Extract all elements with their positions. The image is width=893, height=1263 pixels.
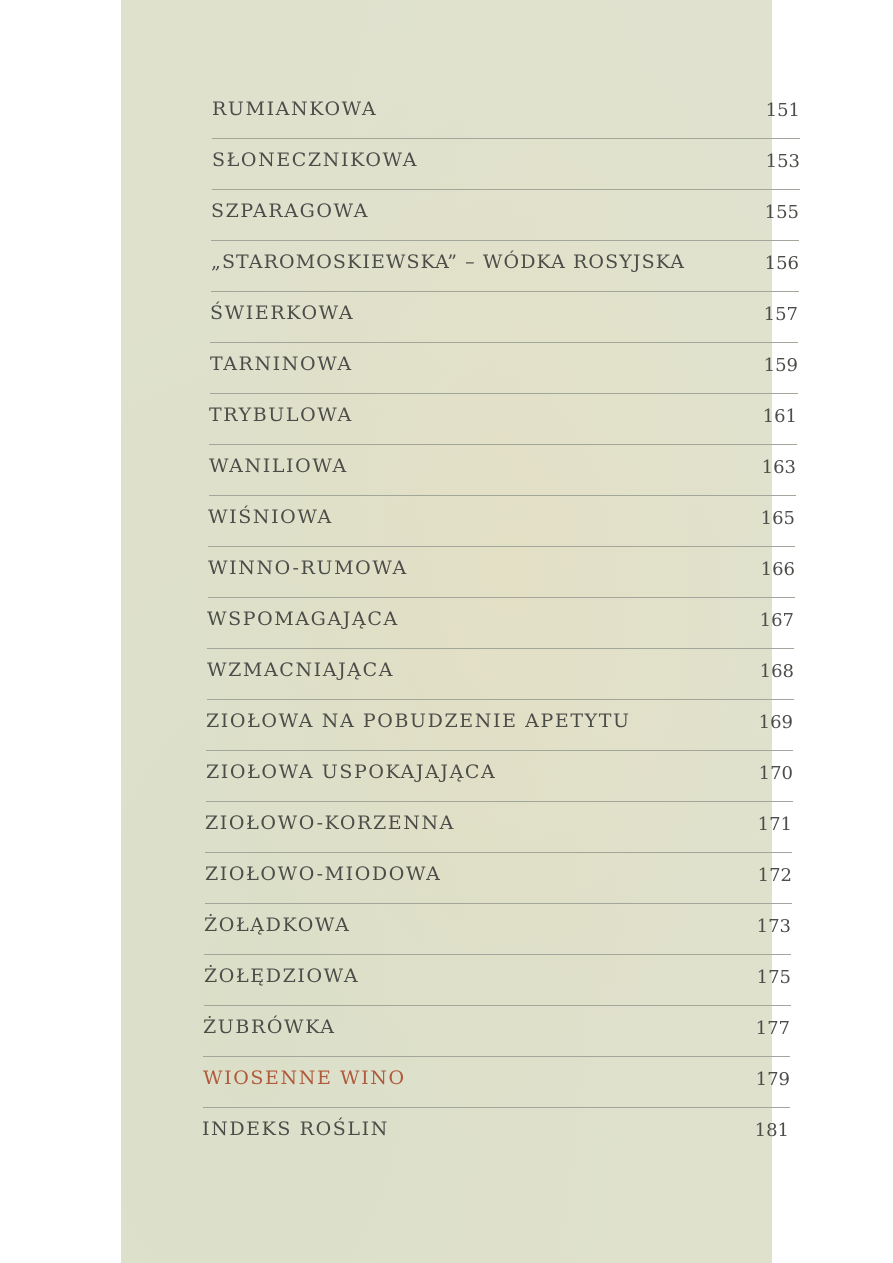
toc-entry xyxy=(212,139,800,190)
toc-entry xyxy=(212,88,800,139)
toc-entry xyxy=(205,802,792,853)
toc-entry xyxy=(203,1006,790,1057)
toc-entry-title: ZIOŁOWA NA POBUDZENIE APETYTU xyxy=(206,710,631,732)
toc-entry-title: INDEKS ROŚLIN xyxy=(202,1118,389,1140)
toc-entry xyxy=(206,751,793,802)
toc-entry xyxy=(207,598,794,649)
toc-entry-page: 171 xyxy=(757,814,792,835)
toc-entry-page: 175 xyxy=(756,967,791,988)
toc-entry-page: 155 xyxy=(764,202,799,223)
toc-entry-title: TRYBULOWA xyxy=(209,404,353,426)
toc-entry-page: 170 xyxy=(758,763,793,784)
toc-entry-title: WANILIOWA xyxy=(209,455,348,477)
toc-entry-title: ŚWIERKOWA xyxy=(210,302,355,324)
toc-entry-page: 161 xyxy=(762,406,797,427)
toc-entry xyxy=(210,292,798,343)
toc-entry-page: 172 xyxy=(757,865,792,886)
toc-entry-title: WZMACNIAJĄCA xyxy=(207,659,395,681)
toc-entry-title: WIOSENNE WINO xyxy=(203,1067,406,1089)
toc-entry xyxy=(209,394,797,445)
toc-entry xyxy=(206,700,793,751)
toc-entry-page: 151 xyxy=(765,100,800,121)
toc-entry-title: SŁONECZNIKOWA xyxy=(212,149,419,171)
toc-entry xyxy=(204,955,791,1006)
toc-entry xyxy=(203,1057,790,1108)
toc-entry-page: 159 xyxy=(763,355,798,376)
toc-entry-title: ŻOŁĘDZIOWA xyxy=(204,965,360,987)
table-of-contents xyxy=(121,0,800,1263)
toc-entry xyxy=(211,190,799,241)
toc-entry-page: 169 xyxy=(758,712,793,733)
toc-entry-title: ZIOŁOWO-KORZENNA xyxy=(205,812,456,834)
toc-entry-page: 167 xyxy=(759,610,794,631)
toc-entry-page: 166 xyxy=(760,559,795,580)
toc-entry-title: ZIOŁOWO-MIODOWA xyxy=(205,863,442,885)
toc-entry xyxy=(208,496,795,547)
toc-entry xyxy=(207,649,794,700)
toc-entry-page: 168 xyxy=(759,661,794,682)
toc-entry xyxy=(205,853,792,904)
toc-entry xyxy=(210,343,798,394)
toc-entry-page: 157 xyxy=(763,304,798,325)
toc-entry-page: 153 xyxy=(765,151,800,172)
toc-entry-page: 181 xyxy=(754,1120,789,1141)
toc-entry-page: 179 xyxy=(755,1069,790,1090)
toc-entry-page: 156 xyxy=(764,253,799,274)
toc-entry xyxy=(204,904,791,955)
toc-entry-title: WSPOMAGAJĄCA xyxy=(207,608,399,630)
toc-entry xyxy=(208,547,795,598)
toc-entry-page: 165 xyxy=(760,508,795,529)
toc-entry-title: RUMIANKOWA xyxy=(212,98,378,120)
toc-entry-title: ŻOŁĄDKOWA xyxy=(204,914,351,936)
toc-entry-title: ZIOŁOWA USPOKAJAJĄCA xyxy=(206,761,497,783)
book-page xyxy=(121,0,800,1263)
toc-entry-title: „STAROMOSKIEWSKA” – WÓDKA ROSYJSKA xyxy=(211,251,686,273)
toc-entry xyxy=(202,1108,789,1159)
toc-entry-title: TARNINOWA xyxy=(210,353,353,375)
toc-entry xyxy=(209,445,796,496)
toc-entry-title: ŻUBRÓWKA xyxy=(203,1016,336,1038)
toc-entry xyxy=(211,241,799,292)
toc-entry-page: 163 xyxy=(761,457,796,478)
toc-entry-page: 177 xyxy=(755,1018,790,1039)
toc-entry-title: WINNO-RUMOWA xyxy=(208,557,408,579)
toc-entry-page: 173 xyxy=(756,916,791,937)
toc-entry-title: SZPARAGOWA xyxy=(211,200,370,222)
toc-entry-title: WIŚNIOWA xyxy=(208,506,333,528)
